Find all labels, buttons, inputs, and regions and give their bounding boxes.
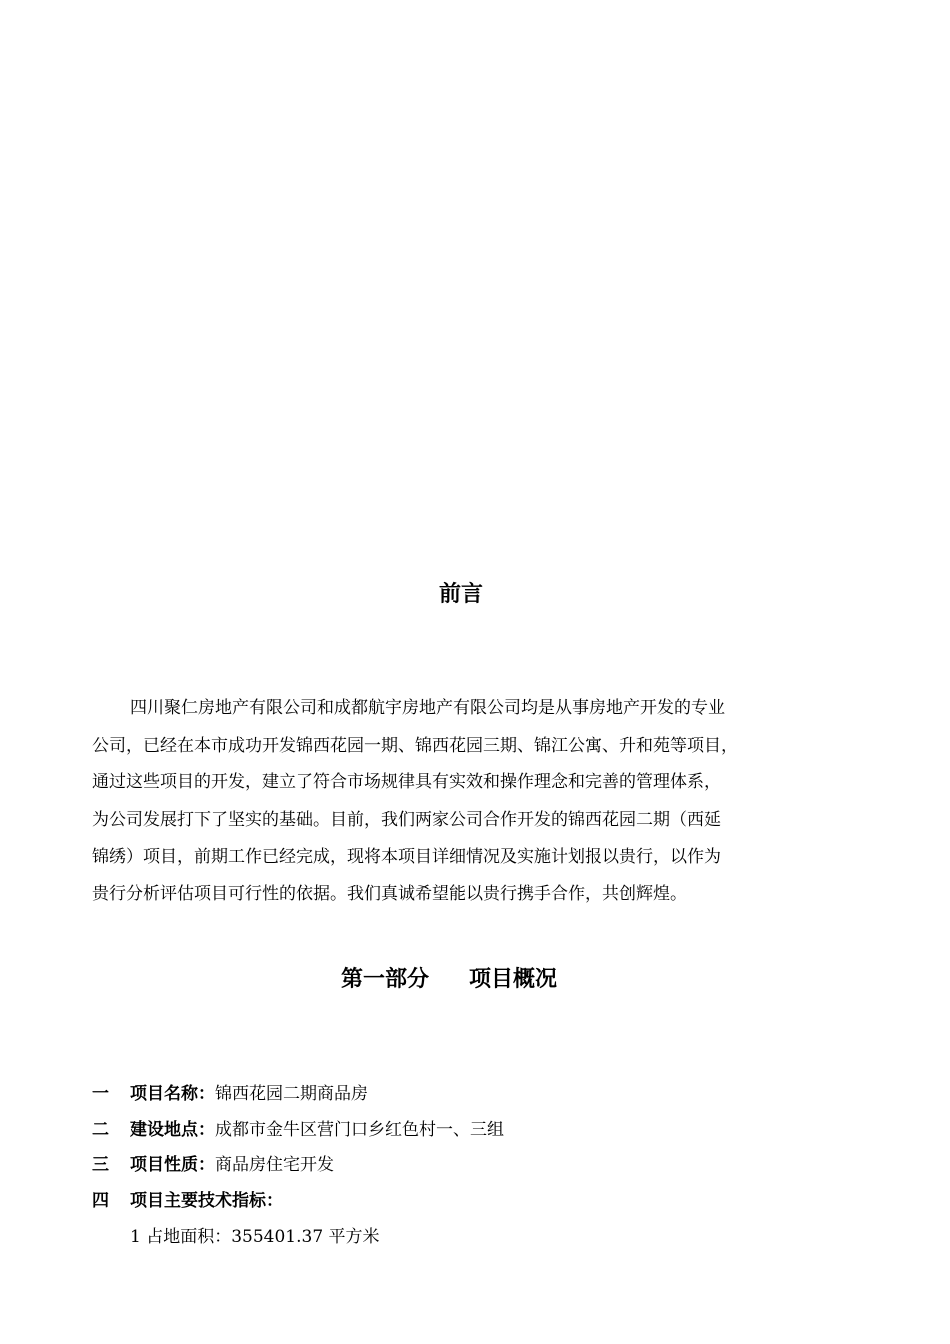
item-value: 锦西花园二期商品房 xyxy=(215,1084,368,1104)
overview-item-indicators xyxy=(92,1189,283,1213)
item-value: 商品房住宅开发 xyxy=(215,1155,334,1175)
section-title xyxy=(0,965,898,995)
item-label: 项目主要技术指标： xyxy=(130,1191,283,1211)
item-label: 项目性质： xyxy=(130,1155,215,1175)
item-number: 四 xyxy=(92,1191,109,1211)
preface-line-2: 公司，已经在本市成功开发锦西花园一期、锦西花园三期、锦江公寓、升和苑等项目， xyxy=(92,736,738,756)
preface-title: 前言 xyxy=(438,582,483,607)
preface-line-5: 锦绣）项目，前期工作已经完成，现将本项目详细情况及实施计划报以贵行，以作为 xyxy=(92,847,721,867)
item-number: 一 xyxy=(92,1084,109,1104)
indicator-land-area: 1 占地面积：355401.37 平方米 xyxy=(130,1227,380,1247)
section-title-text: 项目概况 xyxy=(469,967,558,992)
preface-line-3: 通过这些项目的开发，建立了符合市场规律具有实效和操作理念和完善的管理体系， xyxy=(92,772,721,792)
item-number: 二 xyxy=(92,1120,109,1140)
item-label: 建设地点： xyxy=(130,1120,215,1140)
overview-item-nature xyxy=(92,1153,334,1177)
overview-item-name xyxy=(92,1082,368,1106)
preface-line-6: 贵行分析评估项目可行性的依据。我们真诚希望能以贵行携手合作，共创辉煌。 xyxy=(92,884,687,904)
preface-line-1: 四川聚仁房地产有限公司和成都航宇房地产有限公司均是从事房地产开发的专业 xyxy=(130,698,725,718)
preface-line-4: 为公司发展打下了坚实的基础。目前，我们两家公司合作开发的锦西花园二期（西延 xyxy=(92,810,721,830)
section-part-label: 第一部分 xyxy=(340,967,429,992)
item-number: 三 xyxy=(92,1155,109,1175)
item-label: 项目名称： xyxy=(130,1084,215,1104)
item-value: 成都市金牛区营门口乡红色村一、三组 xyxy=(215,1120,504,1140)
overview-item-location xyxy=(92,1118,504,1142)
